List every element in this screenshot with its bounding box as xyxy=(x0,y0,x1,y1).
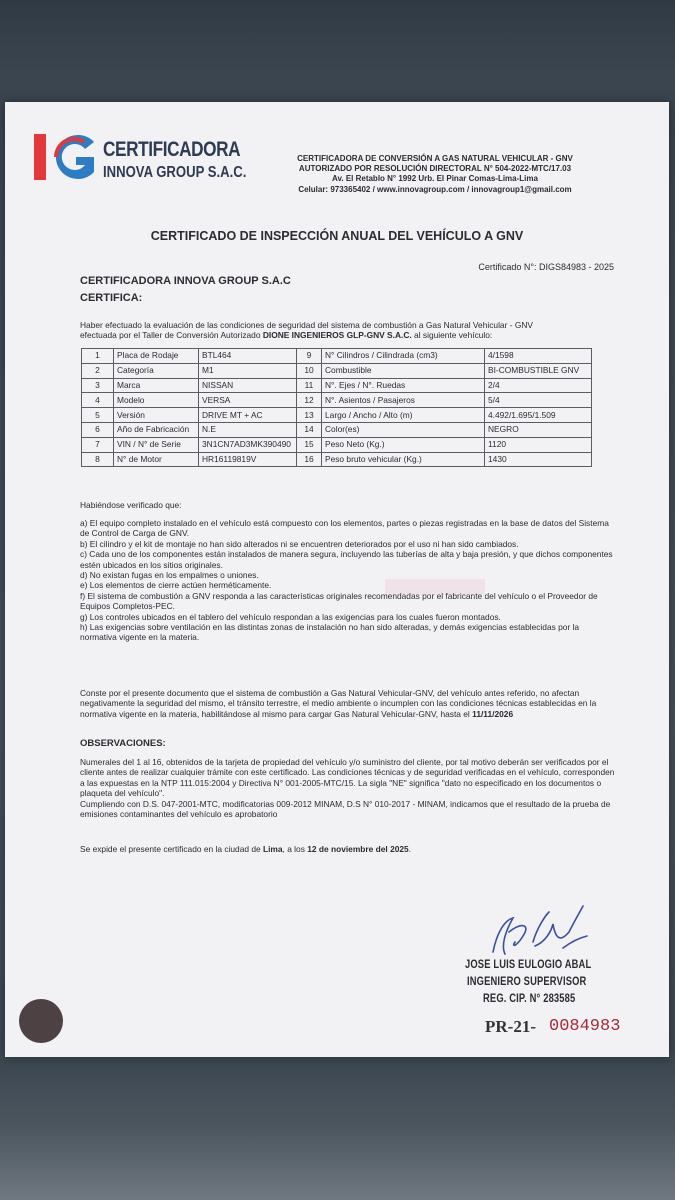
table-row xyxy=(82,363,592,378)
field-label: Peso Neto (Kg.) xyxy=(322,437,485,452)
issued-text: . xyxy=(408,844,412,854)
header-info-line: CERTIFICADORA DE CONVERSIÓN A GAS NATURAL VEHICULAR - GNV xyxy=(297,154,573,163)
field-value: BI-COMBUSTIBLE GNV xyxy=(485,363,592,378)
row-number: 12 xyxy=(297,393,322,408)
certificate-number: Certificado N°: DIGS84983 - 2025 xyxy=(478,262,614,272)
field-label: Categoría xyxy=(114,363,199,378)
table-row xyxy=(82,437,592,452)
intro-text: Haber efectuado la evaluación de las condiciones de seguridad del sistema de combustión a Gas Natural Vehicular - GNV xyxy=(80,320,533,330)
list-item: h) Las exigencias sobre ventilación en las distintas zonas de instalación no han sido alteradas, y demás exigencias establecidas por la normativa vigente en la materia. xyxy=(80,622,580,643)
list-item: f) El sistema de combustión a GNV responda a las características originales recomendadas por el fabricante del vehículo o el Proveedor de Equipos Completos-PEC. xyxy=(80,590,598,612)
field-value: 3N1CN7AD3MK390490 xyxy=(199,437,297,452)
row-number: 6 xyxy=(82,422,114,437)
logo-text-line2: INNOVA GROUP S.A.C. xyxy=(103,164,247,181)
signer-name: JOSE LUIS EULOGIO ABAL xyxy=(465,957,592,971)
table-row xyxy=(82,378,592,393)
row-number: 5 xyxy=(82,408,114,423)
row-number: 13 xyxy=(297,408,322,423)
observation-item: Cumpliendo con D.S. 047-2001-MTC, modificatorias 009-2012 MINAM, D.S N° 010-2017 - MINAM, indicamos que el resultado de la prueba de emisiones contaminantes del vehículo es aprobatorio xyxy=(80,798,611,820)
field-label: N°. Asientos / Pasajeros xyxy=(322,393,485,408)
document-title: CERTIFICADO DE INSPECCIÓN ANUAL DEL VEHÍCULO A GNV xyxy=(150,229,524,243)
list-item: g) Los controles ubicados en el tablero del vehículo respondan a las exigencias para los cuales fueron montados. xyxy=(80,611,501,622)
list-item: b) El cilindro y el kit de montaje no han sido alterados ni se encuentren deteriorados por el uso ni han sido cambiados. xyxy=(80,538,519,549)
field-value: NISSAN xyxy=(199,378,297,393)
observaciones-text xyxy=(80,757,615,819)
innova-logo-icon xyxy=(32,130,100,184)
row-number: 15 xyxy=(297,437,322,452)
background-surface xyxy=(0,1060,675,1200)
valid-until-date: 11/11/2026 xyxy=(472,708,514,719)
serial-prefix: PR-21- xyxy=(485,1017,536,1036)
list-item: c) Cada uno de los componentes están instalados de manera segura, incluyendo las tuberías de alta y baja presión, y que dichos componentes estén ubicados en los sitios originales. xyxy=(80,549,613,570)
field-value: 4/1598 xyxy=(485,349,592,364)
serial-number: 0084983 xyxy=(549,1017,621,1036)
observaciones-title: OBSERVACIONES: xyxy=(80,738,166,749)
field-label: Combustible xyxy=(322,363,485,378)
row-number: 3 xyxy=(82,378,114,393)
conste-paragraph xyxy=(80,688,615,719)
punch-hole xyxy=(19,999,63,1043)
intro-text: al siguiente vehículo: xyxy=(411,330,493,341)
field-label: Placa de Rodaje xyxy=(114,349,199,364)
field-value: 4.492/1.695/1.509 xyxy=(485,408,592,423)
field-value: M1 xyxy=(199,363,297,378)
field-value: NEGRO xyxy=(485,422,592,437)
field-label: Peso bruto vehicular (Kg.) xyxy=(322,452,485,467)
certificate-document xyxy=(5,102,669,1057)
field-value: 5/4 xyxy=(485,393,592,408)
field-value: 1430 xyxy=(485,452,592,467)
header-info-line: Av. El Retablo N° 1992 Urb. El Pinar Comas-Lima-Lima xyxy=(332,174,538,183)
field-value: HR16119819V xyxy=(199,452,297,467)
row-number: 4 xyxy=(82,393,114,408)
row-number: 2 xyxy=(82,363,114,378)
row-number: 9 xyxy=(297,349,322,364)
issued-text: Se expide el presente certificado en la ciudad de xyxy=(80,844,263,854)
header-info-line: AUTORIZADO POR RESOLUCIÓN DIRECTORAL N° 504-2022-MTC/17.03 xyxy=(298,164,572,173)
field-label: N°. Ejes / N°. Ruedas xyxy=(322,378,485,393)
table-row xyxy=(82,422,592,437)
intro-text: efectuada por el Taller de Conversión Autorizado xyxy=(80,330,263,341)
field-label: Versión xyxy=(114,408,199,423)
field-label: Largo / Ancho / Alto (m) xyxy=(322,408,485,423)
signer-registration: REG. CIP. N° 283585 xyxy=(483,991,576,1005)
issued-date: 12 de noviembre del 2025 xyxy=(307,844,409,854)
field-value: 1120 xyxy=(485,437,592,452)
logo-text-line1: CERTIFICADORA xyxy=(103,138,241,161)
observation-item: Numerales del 1 al 16, obtenidos de la tarjeta de propiedad del vehículo y/o suministro del cliente, por tal motivo deberán ser verificados por el cliente antes de realizar cualquier trámite con este certificado. Las condiciones técnicas y de seguridad verificadas en el vehículo, corresponden a las expuestas en la NTP 111.015:2004 y Directiva N° 001-2005-MTC/15. La sigla "NE" significa "dato no especificado en los documentos o plaqueta del vehículo". xyxy=(80,757,615,799)
row-number: 7 xyxy=(82,437,114,452)
field-label: N° de Motor xyxy=(114,452,199,467)
certifica-heading: CERTIFICA: xyxy=(80,292,143,304)
verified-list xyxy=(80,518,615,643)
field-label: Modelo xyxy=(114,393,199,408)
header-info-line: Celular: 973365402 / www.innovagroup.com / innovagroup1@gmail.com xyxy=(298,185,572,194)
row-number: 8 xyxy=(82,452,114,467)
workshop-name: DIONE INGENIEROS GLP-GNV S.A.C. xyxy=(262,330,412,341)
verified-intro: Habiéndose verificado que: xyxy=(80,500,182,510)
field-value: VERSA xyxy=(199,393,297,408)
signer-role: INGENIERO SUPERVISOR xyxy=(467,974,587,988)
row-number: 10 xyxy=(297,363,322,378)
row-number: 1 xyxy=(82,349,114,364)
field-value: 2/4 xyxy=(485,378,592,393)
field-value: N.E xyxy=(199,422,297,437)
issued-text: , a los xyxy=(282,844,308,854)
issued-line xyxy=(80,844,615,854)
conste-text: Conste por el presente documento que el sistema de combustión a Gas Natural Vehicular-GNV, del vehículo antes referido, no afectan negativamente la seguridad del mismo, el tránsito terrestre, el medio ambiente o incumplen con las condiciones técnicas establecidas en la normativa vigente en la materia, habilitándose al mismo para cargar Gas Natural Vehicular-GNV, hasta el xyxy=(80,688,597,719)
field-label: Marca xyxy=(114,378,199,393)
table-row xyxy=(82,349,592,364)
row-number: 11 xyxy=(297,378,322,393)
company-name: CERTIFICADORA INNOVA GROUP S.A.C xyxy=(80,275,291,287)
field-value: BTL464 xyxy=(199,349,297,364)
field-label: N° Cilindros / Cilindrada (cm3) xyxy=(322,349,485,364)
intro-paragraph xyxy=(80,320,615,341)
field-label: Color(es) xyxy=(322,422,485,437)
field-value: DRIVE MT + AC xyxy=(199,408,297,423)
vehicle-data-table xyxy=(81,348,592,467)
row-number: 16 xyxy=(297,452,322,467)
list-item: a) El equipo completo instalado en el vehículo está compuesto con los elementos, partes o piezas registradas en la base de datos del Sistema de Control de Carga de GNV. xyxy=(80,518,609,539)
signature-scribble xyxy=(475,902,595,962)
list-item: e) Los elementos de cierre actúen herméticamente. xyxy=(80,580,272,591)
issued-city: Lima xyxy=(262,844,283,854)
table-row xyxy=(82,452,592,467)
list-item: d) No existan fugas en los empalmes o uniones. xyxy=(80,570,259,581)
table-row xyxy=(82,408,592,423)
table-row xyxy=(82,393,592,408)
field-label: VIN / N° de Serie xyxy=(114,437,199,452)
row-number: 14 xyxy=(297,422,322,437)
field-label: Año de Fabricación xyxy=(114,422,199,437)
